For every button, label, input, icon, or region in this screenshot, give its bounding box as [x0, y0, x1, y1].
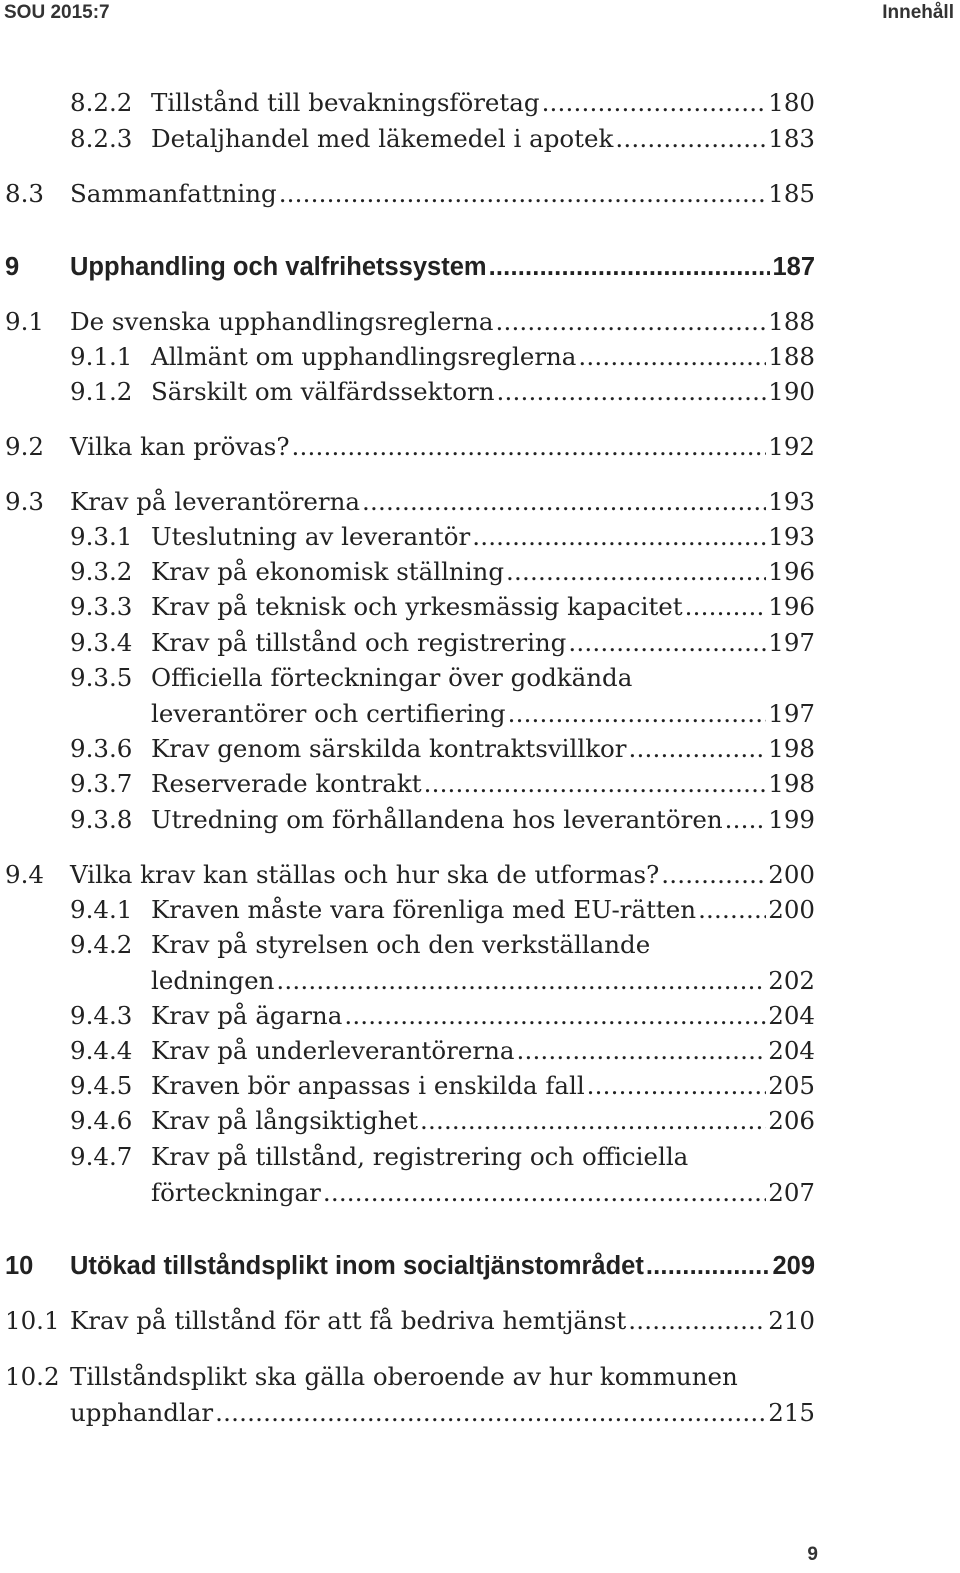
toc-entry-number: 8.3	[5, 179, 44, 208]
toc-entry-page: 204	[768, 1001, 815, 1030]
toc-entry-title: Allmänt om upphandlingsreglerna	[151, 342, 577, 371]
dot-leader	[646, 1251, 771, 1282]
toc-entry-title: Kraven bör anpassas i enskilda fall	[151, 1071, 585, 1100]
dot-leader	[578, 342, 766, 371]
toc-entry-title: Uteslutning av leverantör	[151, 522, 471, 551]
dot-leader	[279, 179, 767, 208]
dot-leader	[472, 522, 766, 551]
toc-entry-title: Krav på tillstånd för att få bedriva hemtjänst	[70, 1306, 627, 1335]
toc-entry-number: 10.1	[5, 1306, 60, 1335]
toc-entry-page: 196	[768, 592, 815, 621]
dot-leader	[508, 699, 767, 728]
toc-entry-page: 183	[768, 124, 815, 153]
toc-entry-title: Upphandling och valfrihetssystem	[70, 253, 487, 281]
toc-entry-page: 190	[768, 377, 815, 406]
dot-leader	[495, 307, 766, 336]
toc-entry-title: Utredning om förhållandena hos leverantören	[151, 805, 723, 834]
toc-entry-page: 204	[768, 1036, 815, 1065]
dot-leader	[506, 557, 766, 586]
toc-entry-page: 187	[772, 253, 815, 281]
toc-entry-page: 200	[768, 895, 815, 924]
toc-entry-title: Krav på teknisk och yrkesmässig kapacitet	[151, 592, 683, 621]
dot-leader	[344, 1001, 766, 1030]
toc-entry-page: 209	[772, 1252, 815, 1280]
toc-entry-number: 9.3.4	[70, 628, 133, 657]
dot-leader	[420, 1106, 766, 1135]
toc-entry-page: 188	[768, 307, 815, 336]
toc-entry-title: Kraven måste vara förenliga med EU-rätten	[151, 895, 697, 924]
toc-entry-page: 205	[768, 1071, 815, 1100]
toc-entry-number: 9.4.3	[70, 1001, 133, 1030]
toc-entry-number: 9.4.6	[70, 1106, 133, 1135]
toc-entry-number: 9.4.2	[70, 930, 133, 959]
toc-entry-number: 9.4.5	[70, 1071, 133, 1100]
toc-entry-title: Tillstånd till bevakningsföretag	[151, 88, 540, 117]
toc-entry-title: Krav på ekonomisk ställning	[151, 557, 505, 586]
toc-entry-number: 9.1.1	[70, 342, 133, 371]
toc-entry-page: 210	[768, 1306, 815, 1335]
toc-entry-number: 10.2	[5, 1362, 60, 1391]
toc-entry-title: Krav på tillstånd, registrering och officiella	[151, 1142, 689, 1171]
toc-entry-title: Vilka kan prövas?	[70, 432, 290, 461]
toc-entry-number: 9.4.1	[70, 895, 133, 924]
toc-entry-number: 9.1	[5, 307, 44, 336]
toc-entry-page: 198	[768, 769, 815, 798]
toc-entry-title: förteckningar	[151, 1177, 321, 1207]
toc-entry-title: Vilka krav kan ställas och hur ska de utformas?	[70, 860, 660, 889]
toc-entry-number: 10	[5, 1252, 34, 1280]
dot-leader	[542, 88, 767, 117]
toc-entry-page: 206	[768, 1106, 815, 1135]
toc-entry-page: 202	[768, 965, 815, 995]
dot-leader	[615, 124, 766, 153]
toc-entry-title: Krav på leverantörerna	[70, 487, 361, 516]
toc-entry-page: 193	[768, 522, 815, 551]
toc-entry-page: 199	[768, 805, 815, 834]
toc-entry-number: 9.3.8	[70, 805, 133, 834]
toc-entry-title: Krav på underleverantörerna	[151, 1036, 515, 1065]
toc-entry-number: 9.3	[5, 487, 44, 516]
toc-entry-title: De svenska upphandlingsreglerna	[70, 307, 494, 336]
toc-entry-title: Krav på tillstånd och registrering	[151, 628, 567, 657]
dot-leader	[661, 860, 766, 889]
toc-entry-number: 9.3.6	[70, 734, 133, 763]
toc-entry-number: 8.2.2	[70, 88, 133, 117]
dot-leader	[629, 734, 767, 763]
toc-entry-title: Officiella förteckningar över godkända	[151, 663, 633, 692]
toc-entry-number: 9.4.4	[70, 1036, 133, 1065]
toc-entry-title: Detaljhandel med läkemedel i apotek	[151, 124, 614, 153]
toc-entry-page: 200	[768, 860, 815, 889]
toc-entry-title: Krav genom särskilda kontraktsvillkor	[151, 734, 627, 763]
dot-leader	[276, 966, 766, 995]
toc-entry-page: 188	[768, 342, 815, 371]
toc-entry-number: 9.1.2	[70, 377, 133, 406]
dot-leader	[628, 1306, 766, 1335]
page-number: 9	[807, 1544, 818, 1565]
toc-entry-title: Utökad tillståndsplikt inom socialtjänstområdet	[70, 1252, 644, 1280]
toc-entry-number: 9.4.7	[70, 1142, 133, 1171]
dot-leader	[362, 487, 766, 516]
toc-entry-title: Särskilt om välfärdssektorn	[151, 377, 495, 406]
toc-entry-title: Sammanfattning	[70, 179, 277, 208]
toc-entry-page: 197	[768, 698, 815, 728]
toc-entry-page: 198	[768, 734, 815, 763]
dot-leader	[587, 1071, 767, 1100]
dot-leader	[725, 805, 767, 834]
toc-entry-title: Krav på styrelsen och den verkställande	[151, 930, 651, 959]
dot-leader	[568, 628, 766, 657]
toc-entry-number: 9.3.1	[70, 522, 133, 551]
toc-entry-number: 9	[5, 253, 20, 281]
toc-entry-number: 9.4	[5, 860, 44, 889]
toc-entry-title: upphandlar	[70, 1397, 214, 1427]
toc-entry-page: 197	[768, 628, 815, 657]
toc-entry-number: 9.3.7	[70, 769, 133, 798]
toc-entry-title: Krav på långsiktighet	[151, 1106, 418, 1135]
toc-entry-page: 192	[768, 432, 815, 461]
toc-entry-page: 215	[768, 1397, 815, 1427]
toc-entry-number: 9.3.2	[70, 557, 133, 586]
toc-entry-title: Tillståndsplikt ska gälla oberoende av hur kommunen	[70, 1362, 738, 1391]
dot-leader	[292, 432, 767, 461]
toc-entry-number: 9.3.5	[70, 663, 133, 692]
toc-entry-title: Reserverade kontrakt	[151, 769, 422, 798]
toc-entry-page: 207	[768, 1177, 815, 1207]
dot-leader	[323, 1178, 766, 1207]
toc-entry-title: leverantörer och certifiering	[151, 698, 506, 728]
dot-leader	[685, 592, 767, 621]
toc-entry-number: 9.2	[5, 432, 44, 461]
toc-entry-page: 196	[768, 557, 815, 586]
toc-entry-title: Krav på ägarna	[151, 1001, 343, 1030]
running-header-right: Innehåll	[882, 2, 954, 23]
running-header-left: SOU 2015:7	[4, 2, 110, 23]
dot-leader	[516, 1036, 766, 1065]
toc-entry-page: 193	[768, 487, 815, 516]
dot-leader	[489, 252, 771, 283]
toc-entry-page: 185	[768, 179, 815, 208]
toc-entry-number: 8.2.3	[70, 124, 133, 153]
toc-entry-number: 9.3.3	[70, 592, 133, 621]
dot-leader	[497, 377, 767, 406]
dot-leader	[424, 769, 767, 798]
dot-leader	[698, 895, 766, 924]
dot-leader	[215, 1398, 766, 1427]
toc-entry-title: ledningen	[151, 965, 275, 995]
toc-entry-page: 180	[768, 88, 815, 117]
